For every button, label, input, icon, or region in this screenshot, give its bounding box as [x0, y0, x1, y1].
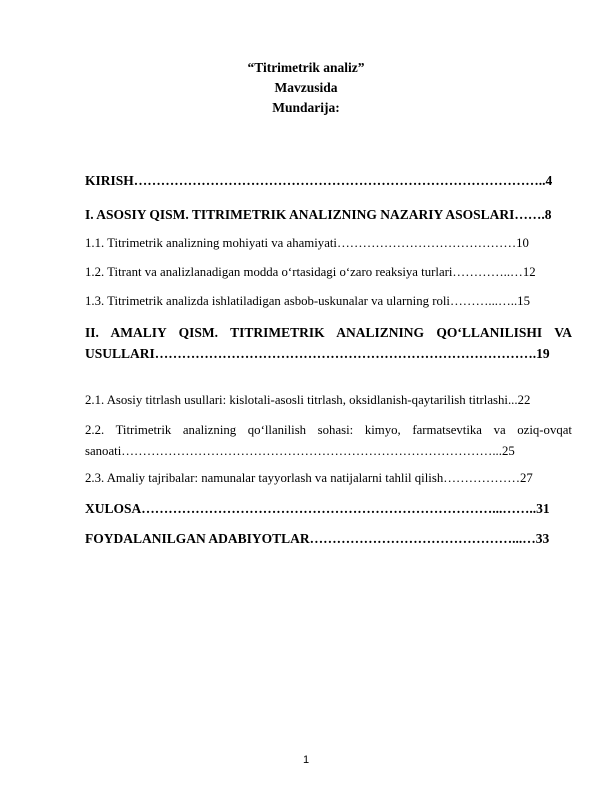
title-block [0, 58, 612, 118]
toc-entry-2-2-line1: 2.2. Titrimetrik analizning qo‘llanilish sohasi: kimyo, farmatsevtika va oziq-ovqat [85, 423, 572, 437]
toc-entry-bibliography: FOYDALANILGAN ADABIYOTLAR………………………………………...…33 [85, 531, 550, 546]
toc-entry-2-3: 2.3. Amaliy tajribalar: namunalar tayyorlash va natijalarni tahlil qilish………………27 [85, 471, 533, 485]
toc-entry-part-2-line2: USULLARI………………………………………………………………………….19 [85, 346, 550, 361]
toc-entry-1-3: 1.3. Titrimetrik analizda ishlatiladigan asbob-uskunalar va ularning roli………...…..15 [85, 294, 530, 308]
toc-entry-part-1: I. ASOSIY QISM. TITRIMETRIK ANALIZNING NAZARIY ASOSLARI…….8 [85, 207, 552, 222]
toc-entry-kirish: KIRISH………………………………………………………………………………..4 [85, 173, 553, 188]
contents-heading: Mundarija: [272, 100, 340, 115]
toc-entry-part-2 [85, 322, 572, 364]
toc-entry-1-1: 1.1. Titrimetrik analizning mohiyati va ahamiyati……………………………………10 [85, 236, 529, 250]
page-number: 1 [302, 754, 310, 766]
toc-entry-1-2: 1.2. Titrant va analizlanadigan modda o‘rtasidagi o‘zaro reaksiya turlari…………..…12 [85, 265, 536, 279]
toc-entry-xulosa: XULOSA……………………………………………………………………...……..31 [85, 501, 550, 516]
document-subtitle: Mavzusida [274, 80, 338, 95]
toc-entry-part-2-line1: II. AMALIY QISM. TITRIMETRIK ANALIZNING QO‘LLANILISHI VA [85, 325, 572, 340]
toc-entry-2-1: 2.1. Asosiy titrlash usullari: kislotali-asosli titrlash, oksidlanish-qaytarilish titrlashi...22 [85, 393, 531, 407]
toc-entry-2-2-line2: sanoati……………………………………………………………………………...25 [85, 444, 515, 458]
document-title: “Titrimetrik analiz” [247, 60, 365, 75]
toc-entry-2-2 [85, 420, 572, 462]
